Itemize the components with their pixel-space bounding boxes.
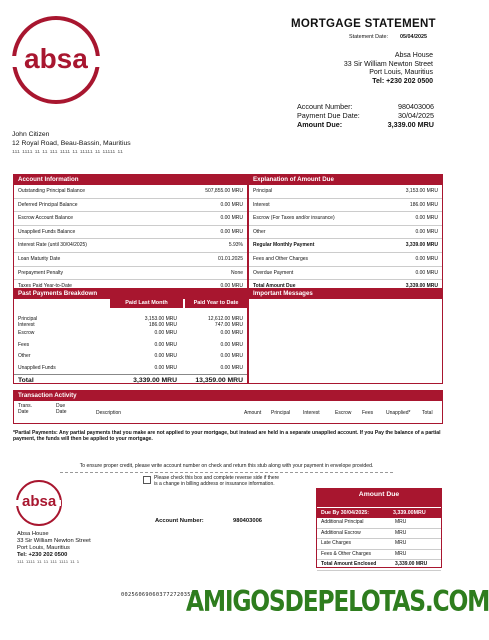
customer-address: 12 Royal Road, Beau-Bassin, Mauritius — [12, 139, 131, 147]
explanation-label: Other — [253, 228, 266, 235]
past-payments-last: 3,153.00 MRU — [144, 316, 177, 322]
stub-account-number-label: Account Number: — [155, 518, 204, 524]
stub-amount-label: Late Charges — [321, 540, 352, 547]
explanation-label: Interest — [253, 201, 270, 208]
account-info-row — [14, 212, 247, 226]
explanation-value: 0.00 MRU — [415, 255, 438, 262]
account-info-row — [14, 199, 247, 213]
bank-address — [273, 52, 433, 87]
statement-date-label: Statement Date: — [349, 34, 388, 40]
stub-amount-row — [317, 560, 441, 571]
past-payments-panel — [13, 288, 248, 384]
explanation-label: Regular Monthly Payment — [253, 242, 315, 249]
explanation-title: Explanation of Amount Due — [249, 175, 442, 185]
past-payments-last: 0.00 MRU — [154, 364, 177, 371]
col-unapplied: Unapplied* — [386, 410, 411, 416]
account-info-label: Interest Rate (until 30/04/2025) — [18, 242, 87, 249]
past-payments-col-last: Paid Last Month — [110, 299, 183, 308]
explanation-label: Principal — [253, 188, 273, 194]
past-payments-ytd: 12,612.00 MRU — [207, 316, 243, 322]
stub-bank-line3: Port Louis, Mauritius — [17, 545, 70, 551]
account-info-value: 5.93% — [228, 242, 243, 249]
account-info-row — [14, 185, 247, 199]
col-due-date: Due Date — [56, 403, 67, 415]
customer-name: John Citizen — [12, 131, 50, 138]
explanation-row — [249, 185, 442, 199]
account-info-label: Outstanding Principal Balance — [18, 188, 85, 194]
col-total: Total — [422, 410, 433, 416]
amount-due-label: Amount Due: — [297, 120, 343, 129]
amount-due: 3,339.00 MRU — [387, 120, 434, 129]
stub-amount-value: MRU — [395, 540, 407, 547]
stub-amount-row — [317, 518, 441, 529]
account-info-row — [14, 253, 247, 267]
past-payments-last: 186.00 MRU — [148, 322, 177, 328]
past-payments-label: Other — [18, 353, 31, 359]
explanation-value: 3,153.00 MRU — [405, 188, 438, 194]
account-info-row — [14, 267, 247, 281]
customer-block — [12, 131, 131, 157]
stub-check-note-line2: is a change in billing address or insurance information. — [154, 480, 275, 487]
past-payments-row — [14, 340, 247, 352]
stub-amount-value: MRU — [395, 529, 407, 536]
col-interest: Interest — [303, 410, 320, 416]
important-messages-title: Important Messages — [249, 289, 442, 299]
payment-due-label: Payment Due Date: — [297, 111, 360, 120]
explanation-value: 0.00 MRU — [415, 228, 438, 235]
account-info-row — [14, 226, 247, 240]
account-summary — [297, 103, 434, 130]
account-info-label: Unapplied Funds Balance — [18, 228, 76, 235]
account-number: 980403006 — [398, 102, 434, 111]
stub-amount-label: Fees & Other Charges — [321, 550, 372, 557]
past-payments-label: Escrow — [18, 330, 35, 336]
bank-address-line3: Port Louis, Mauritius — [369, 69, 433, 77]
explanation-row — [249, 239, 442, 253]
explanation-label: Fees and Other Charges — [253, 255, 309, 262]
account-info-value: None — [231, 269, 243, 276]
stub-due-by-label: Due By 30/04/2025: — [321, 510, 369, 516]
stub-amount-value: 3,339.00 MRU — [395, 561, 428, 568]
account-info-value: 01.01.2025 — [217, 255, 243, 262]
account-info-label: Taxes Paid Year-to-Date — [18, 283, 72, 290]
statement-title: MORTGAGE STATEMENT — [291, 18, 436, 30]
stub-amount-value: MRU — [395, 550, 407, 557]
past-payments-last: 0.00 MRU — [154, 330, 177, 336]
stub-amount-due-panel — [316, 488, 442, 568]
stub-account-number: 980403006 — [233, 518, 263, 524]
account-info-value: 0.00 MRU — [220, 215, 243, 222]
account-info-value: 0.00 MRU — [220, 283, 243, 290]
past-payments-total-label: Total — [18, 377, 34, 384]
stub-bank-line2: 33 Sir William Newton Street — [17, 538, 91, 544]
account-info-value: 0.00 MRU — [220, 228, 243, 235]
past-payments-last: 0.00 MRU — [154, 341, 177, 348]
stub-amount-row — [317, 550, 441, 561]
account-information-rows — [14, 185, 247, 294]
explanation-value: 186.00 MRU — [409, 201, 438, 208]
col-escrow: Escrow — [335, 410, 352, 416]
account-info-label: Prepayment Penalty — [18, 269, 64, 276]
stub-amount-label: Total Amount Enclosed — [321, 561, 377, 568]
col-fees: Fees — [362, 410, 374, 416]
col-amount: Amount — [244, 410, 262, 416]
micr-line: 002560690603772720351 — [121, 592, 195, 598]
past-payments-total-row — [14, 374, 247, 386]
stub-instructions: To ensure proper credit, please write account number on check and return this stub along with your payment in envelope provided. — [79, 463, 374, 469]
past-payments-col-ytd: Paid Year to Date — [185, 299, 247, 308]
transaction-activity-title: Transaction Activity — [14, 391, 442, 401]
stub-check-note-line1: Please check this box and complete reverse side if there — [154, 475, 280, 481]
stub-amount-rows — [317, 518, 441, 571]
absa-logo — [12, 16, 100, 104]
stub-amount-row — [317, 529, 441, 540]
account-info-row — [14, 239, 247, 253]
past-payments-last: 0.00 MRU — [154, 353, 177, 359]
stub-absa-logo-text: absa — [22, 493, 57, 510]
stub-check-note — [154, 476, 279, 488]
explanation-row — [249, 212, 442, 226]
col-trans-date: Trans. Date — [18, 403, 32, 415]
stub-amount-row — [317, 539, 441, 550]
stub-address-change-checkbox[interactable] — [143, 476, 151, 484]
explanation-value: 0.00 MRU — [415, 215, 438, 222]
partial-payments-note: *Partial Payments: Any partial payments that you make are not applied to your mortgage, but instead are held in a separate unapplied account. If you Pay the balance of a partial payment, the funds will then be applied to your mortgage. — [13, 430, 441, 442]
stub-due-by-row — [317, 508, 441, 518]
stub-bank-code: ııı ıııı ıı ıı ııı ıııı ıı ı — [17, 560, 79, 565]
stub-amount-due-title: Amount Due — [317, 489, 441, 507]
stub-bank-tel: Tel: +230 202 0500 — [17, 552, 68, 558]
account-info-label: Escrow Account Balance — [18, 215, 74, 222]
past-payments-ytd: 747.00 MRU — [214, 322, 243, 328]
explanation-rows — [249, 185, 442, 294]
past-payments-label: Principal — [18, 316, 38, 322]
bank-address-line1: Absa House — [394, 52, 433, 59]
stub-bank-line1: Absa House — [17, 531, 49, 537]
explanation-row — [249, 199, 442, 213]
account-info-label: Loan Maturity Date — [18, 255, 61, 262]
explanation-row — [249, 226, 442, 240]
explanation-row — [249, 253, 442, 267]
account-info-label: Deferred Principal Balance — [18, 201, 78, 208]
account-info-value: 507,855.00 MRU — [205, 188, 243, 194]
past-payments-label: Fees — [18, 341, 30, 348]
payment-due-date: 30/04/2025 — [398, 111, 434, 120]
past-payments-ytd: 0.00 MRU — [220, 353, 243, 359]
stub-bank-address — [17, 531, 91, 566]
transaction-activity-panel — [13, 390, 443, 424]
past-payments-ytd: 0.00 MRU — [220, 364, 243, 371]
statement-date: 05/04/2025 — [400, 34, 427, 40]
bank-tel: Tel: +230 202 0500 — [372, 78, 433, 86]
stub-amount-label: Additional Principal — [321, 519, 364, 525]
past-payments-total-ytd: 13,359.00 MRU — [195, 377, 243, 384]
stub-due-by-value: 3,339.00MRU — [393, 510, 426, 516]
account-info-value: 0.00 MRU — [220, 201, 243, 208]
explanation-label: Total Amount Due — [253, 283, 296, 290]
watermark-text: AMIGOSDEPELOTAS.COM — [186, 585, 489, 618]
customer-postal-code: ııı ıııı ıı ıı ııı ıııı ıı ııııı ıı ııııı ıı — [12, 149, 123, 155]
past-payments-row — [14, 363, 247, 375]
account-number-label: Account Number: — [297, 102, 353, 111]
stub-amount-value: MRU — [395, 519, 407, 525]
explanation-value: 3,339.00 MRU — [405, 283, 438, 290]
past-payments-title: Past Payments Breakdown — [14, 289, 247, 299]
absa-logo-text: absa — [24, 43, 88, 74]
col-principal: Principal — [271, 410, 291, 416]
explanation-value: 3,339.00 MRU — [405, 242, 438, 249]
explanation-label: Escrow (For Taxes and/or insurance) — [253, 215, 335, 222]
past-payments-label: Unapplied Funds — [18, 364, 56, 371]
past-payments-ytd: 0.00 MRU — [220, 341, 243, 348]
stub-absa-logo — [16, 480, 62, 526]
account-information-panel — [13, 174, 248, 289]
past-payments-ytd: 0.00 MRU — [220, 330, 243, 336]
stub-divider — [60, 472, 393, 473]
explanation-label: Overdue Payment — [253, 269, 294, 276]
important-messages-panel — [248, 288, 443, 384]
explanation-panel — [248, 174, 443, 289]
explanation-row — [249, 267, 442, 281]
past-payments-row — [14, 328, 247, 340]
past-payments-rows — [14, 316, 247, 386]
bank-address-line2: 33 Sir William Newton Street — [343, 60, 433, 68]
past-payments-total-last: 3,339.00 MRU — [133, 377, 177, 384]
explanation-value: 0.00 MRU — [415, 269, 438, 276]
past-payments-label: Interest — [18, 322, 35, 328]
past-payments-row — [14, 351, 247, 363]
stub-amount-label: Additional Escrow — [321, 529, 361, 536]
col-description: Description — [96, 410, 122, 416]
account-information-title: Account Information — [14, 175, 247, 185]
